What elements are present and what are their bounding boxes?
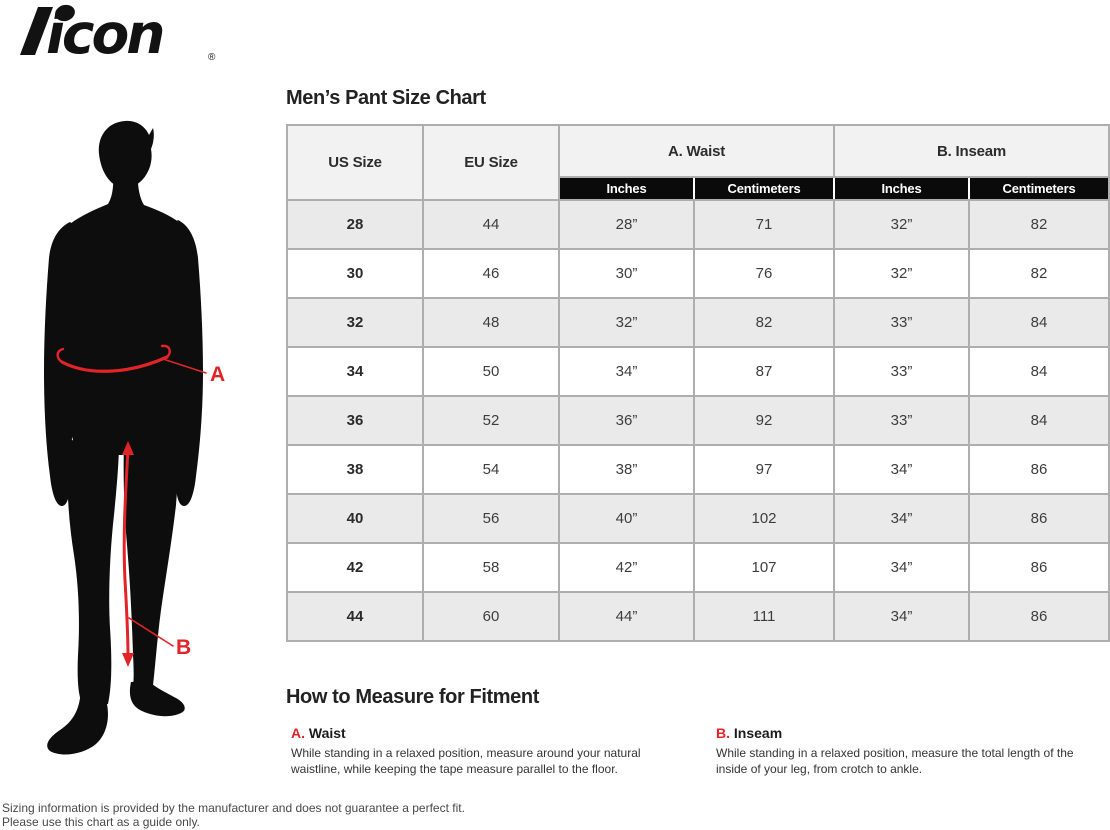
- eu-size-cell: 60: [423, 592, 559, 641]
- size-chart-table: [286, 124, 1110, 642]
- inseam-inches-cell: 34”: [834, 543, 969, 592]
- logo-text: icon: [46, 4, 163, 64]
- subcol-waist-inches: Inches: [559, 177, 694, 200]
- measurement-figure: [0, 110, 280, 760]
- waist-inches-cell: 28”: [559, 200, 694, 249]
- col-header-us-size: US Size: [287, 125, 423, 200]
- inseam-inches-cell: 33”: [834, 347, 969, 396]
- table-row: [287, 445, 1109, 494]
- table-row: [287, 543, 1109, 592]
- table-row: [287, 200, 1109, 249]
- inseam-cm-cell: 82: [969, 200, 1109, 249]
- waist-inches-cell: 32”: [559, 298, 694, 347]
- inseam-cm-cell: 84: [969, 347, 1109, 396]
- us-size-cell: 28: [287, 200, 423, 249]
- waist-inches-cell: 42”: [559, 543, 694, 592]
- col-header-waist: A. Waist: [559, 125, 834, 177]
- inseam-cm-cell: 86: [969, 543, 1109, 592]
- registered-mark: ®: [208, 52, 216, 63]
- eu-size-cell: 54: [423, 445, 559, 494]
- measure-name-waist: Waist: [308, 725, 346, 741]
- subcol-inseam-centimeters: Centimeters: [969, 177, 1109, 200]
- table-row: [287, 298, 1109, 347]
- table-row: [287, 494, 1109, 543]
- waist-cm-cell: 82: [694, 298, 834, 347]
- table-header-row: [287, 125, 1109, 177]
- measure-letter-b: B.: [716, 725, 730, 741]
- man-silhouette: [44, 121, 203, 755]
- inseam-cm-cell: 86: [969, 494, 1109, 543]
- waist-inches-cell: 36”: [559, 396, 694, 445]
- measure-description-waist: While standing in a relaxed position, measure around your natural waistline, while keeping the tape measure parallel to the floor.: [291, 746, 641, 776]
- us-size-cell: 32: [287, 298, 423, 347]
- waist-inches-cell: 34”: [559, 347, 694, 396]
- measure-item-waist-heading: [291, 725, 683, 741]
- eu-size-cell: 44: [423, 200, 559, 249]
- disclaimer-line-1: Sizing information is provided by the manufacturer and does not guarantee a perfect fit.: [2, 801, 465, 815]
- measure-item-inseam-heading: [716, 725, 1108, 741]
- inseam-cm-cell: 86: [969, 592, 1109, 641]
- us-size-cell: 44: [287, 592, 423, 641]
- inseam-cm-cell: 84: [969, 298, 1109, 347]
- inseam-inches-cell: 34”: [834, 592, 969, 641]
- eu-size-cell: 50: [423, 347, 559, 396]
- subcol-inseam-inches: Inches: [834, 177, 969, 200]
- inseam-cm-cell: 86: [969, 445, 1109, 494]
- inseam-inches-cell: 33”: [834, 298, 969, 347]
- measure-letter-a: A.: [291, 725, 305, 741]
- waist-cm-cell: 111: [694, 592, 834, 641]
- us-size-cell: 40: [287, 494, 423, 543]
- disclaimer: [2, 801, 465, 830]
- inseam-inches-cell: 32”: [834, 200, 969, 249]
- eu-size-cell: 48: [423, 298, 559, 347]
- brand-logo: [8, 4, 222, 64]
- eu-size-cell: 46: [423, 249, 559, 298]
- brand-wordmark-icon: [20, 4, 216, 64]
- waist-inches-cell: 40”: [559, 494, 694, 543]
- waist-cm-cell: 71: [694, 200, 834, 249]
- table-row: [287, 347, 1109, 396]
- size-chart-title: Men’s Pant Size Chart: [286, 87, 486, 109]
- inseam-inches-cell: 33”: [834, 396, 969, 445]
- measure-description-inseam: While standing in a relaxed position, measure the total length of the inside of your leg, from crotch to ankle.: [716, 746, 1074, 776]
- us-size-cell: 34: [287, 347, 423, 396]
- table-row: [287, 249, 1109, 298]
- waist-cm-cell: 102: [694, 494, 834, 543]
- measure-item-waist: [291, 725, 683, 778]
- col-header-inseam: B. Inseam: [834, 125, 1109, 177]
- eu-size-cell: 56: [423, 494, 559, 543]
- us-size-cell: 36: [287, 396, 423, 445]
- waist-cm-cell: 97: [694, 445, 834, 494]
- us-size-cell: 30: [287, 249, 423, 298]
- table-row: [287, 396, 1109, 445]
- waist-cm-cell: 87: [694, 347, 834, 396]
- waist-cm-cell: 92: [694, 396, 834, 445]
- waist-cm-cell: 107: [694, 543, 834, 592]
- waist-inches-cell: 44”: [559, 592, 694, 641]
- inseam-cm-cell: 82: [969, 249, 1109, 298]
- subcol-waist-centimeters: Centimeters: [694, 177, 834, 200]
- waist-inches-cell: 30”: [559, 249, 694, 298]
- us-size-cell: 38: [287, 445, 423, 494]
- inseam-cm-cell: 84: [969, 396, 1109, 445]
- disclaimer-line-2: Please use this chart as a guide only.: [2, 815, 200, 830]
- waist-label-a: A: [210, 363, 226, 386]
- measure-name-inseam: Inseam: [733, 725, 783, 741]
- inseam-inches-cell: 34”: [834, 445, 969, 494]
- inseam-label-b: B: [176, 636, 192, 659]
- inseam-arrow-bottom-head: [122, 653, 134, 667]
- us-size-cell: 42: [287, 543, 423, 592]
- eu-size-cell: 52: [423, 396, 559, 445]
- how-to-measure-title: How to Measure for Fitment: [286, 686, 539, 708]
- measure-item-inseam: [716, 725, 1108, 778]
- col-header-eu-size: EU Size: [423, 125, 559, 200]
- waist-inches-cell: 38”: [559, 445, 694, 494]
- inseam-inches-cell: 34”: [834, 494, 969, 543]
- table-row: [287, 592, 1109, 641]
- eu-size-cell: 58: [423, 543, 559, 592]
- inseam-inches-cell: 32”: [834, 249, 969, 298]
- waist-cm-cell: 76: [694, 249, 834, 298]
